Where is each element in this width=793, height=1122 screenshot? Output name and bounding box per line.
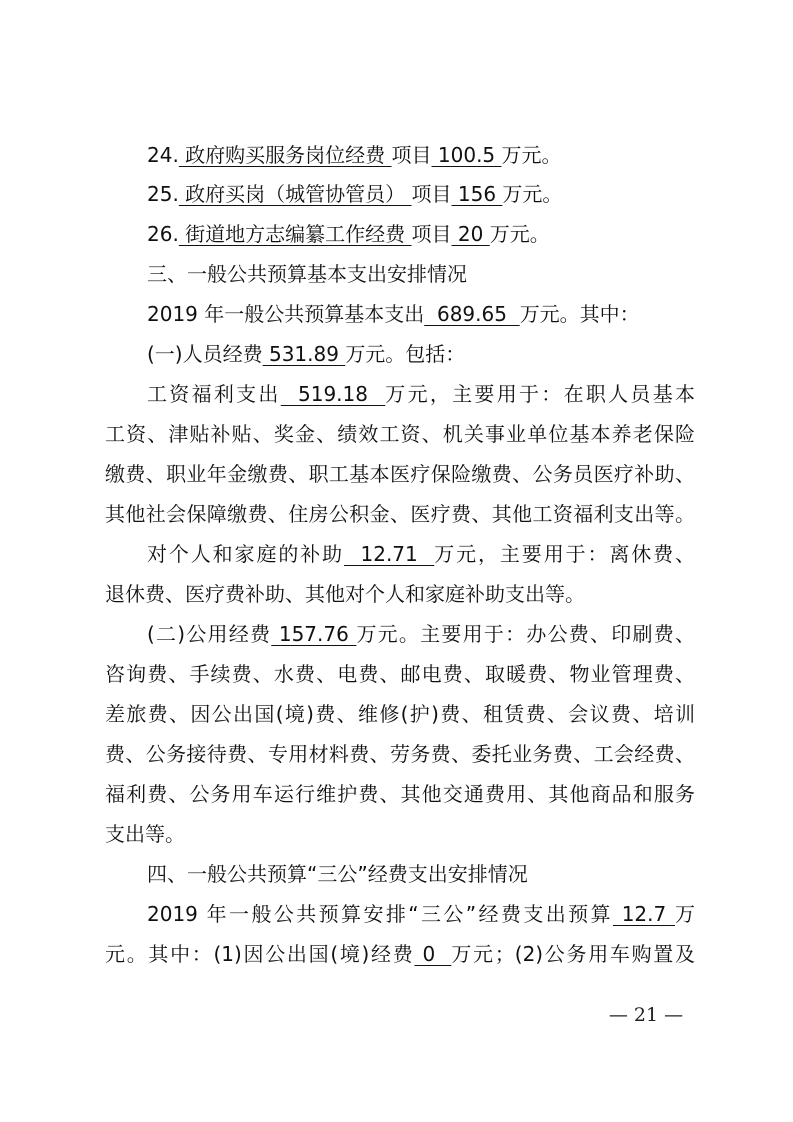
- public-expenses-line-4: 费、公务接待费、专用材料费、劳务费、委托业务费、工会经费、: [105, 742, 695, 766]
- three-public-amount: 12.7: [612, 902, 675, 926]
- salary-line-4: 其他社会保障缴费、住房公积金、医疗费、其他工资福利支出等。: [105, 502, 695, 526]
- section4-heading: 四、一般公共预算“三公”经费支出安排情况: [147, 862, 528, 886]
- item-name: 政府购买服务岗位经费: [178, 143, 392, 167]
- item-25: 25. 政府买岗（城管协管员） 项目 156 万元。: [147, 182, 563, 206]
- public-expenses-line-3: 差旅费、因公出国(境)费、维修(护)费、租赁费、会议费、培训: [105, 702, 695, 726]
- item-24: 24. 政府购买服务岗位经费 项目 100.5 万元。: [147, 143, 562, 167]
- subsidy-amount: 12.71: [344, 542, 435, 566]
- item-name: 政府买岗（城管协管员）: [178, 182, 412, 206]
- subsidy-line-1: 对个人和家庭的补助 12.71 万元，主要用于：离休费、: [147, 542, 696, 566]
- salary-amount: 519.18: [280, 382, 386, 406]
- personnel-amount: 531.89: [262, 342, 346, 366]
- item-amount: 20: [451, 222, 490, 246]
- page-number: — 21 —: [608, 1004, 684, 1026]
- item-amount: 156: [451, 182, 503, 206]
- public-expenses-line-2: 咨询费、手续费、水费、电费、邮电费、取暖费、物业管理费、: [105, 662, 695, 686]
- public-expenses-line-5: 福利费、公务用车运行维护费、其他交通费用、其他商品和服务: [105, 782, 695, 806]
- item-name: 街道地方志编纂工作经费: [178, 222, 412, 246]
- salary-line-3: 缴费、职业年金缴费、职工基本医疗保险缴费、公务员医疗补助、: [105, 462, 695, 486]
- salary-line-2: 工资、津贴补贴、奖金、绩效工资、机关事业单位基本养老保险: [105, 422, 695, 446]
- public-expenses-line-6: 支出等。: [105, 822, 185, 846]
- item-amount: 100.5: [431, 143, 502, 167]
- total-amount: 689.65: [424, 302, 520, 326]
- public-amount: 157.76: [271, 622, 357, 646]
- personnel-expenses: (一)人员经费 531.89 万元。包括：: [147, 342, 466, 366]
- item-26: 26. 街道地方志编纂工作经费 项目 20 万元。: [147, 222, 550, 246]
- three-public-line-1: 2019 年一般公共预算安排“三公”经费支出预算 12.7 万: [147, 902, 695, 926]
- subsidy-line-2: 退休费、医疗费补助、其他对个人和家庭补助支出等。: [105, 582, 585, 606]
- salary-line-1: 工资福利支出 519.18 万元，主要用于：在职人员基本: [147, 382, 695, 406]
- public-expenses-line-1: (二)公用经费 157.76 万元。主要用于：办公费、印刷费、: [147, 622, 695, 646]
- section3-heading: 三、一般公共预算基本支出安排情况: [147, 262, 467, 286]
- overseas-amount: 0: [414, 942, 452, 966]
- basic-expenditure-total: 2019 年一般公共预算基本支出 689.65 万元。其中：: [147, 302, 640, 326]
- three-public-line-2: 元。其中：(1)因公出国(境)经费 0 万元；(2)公务用车购置及: [105, 942, 695, 966]
